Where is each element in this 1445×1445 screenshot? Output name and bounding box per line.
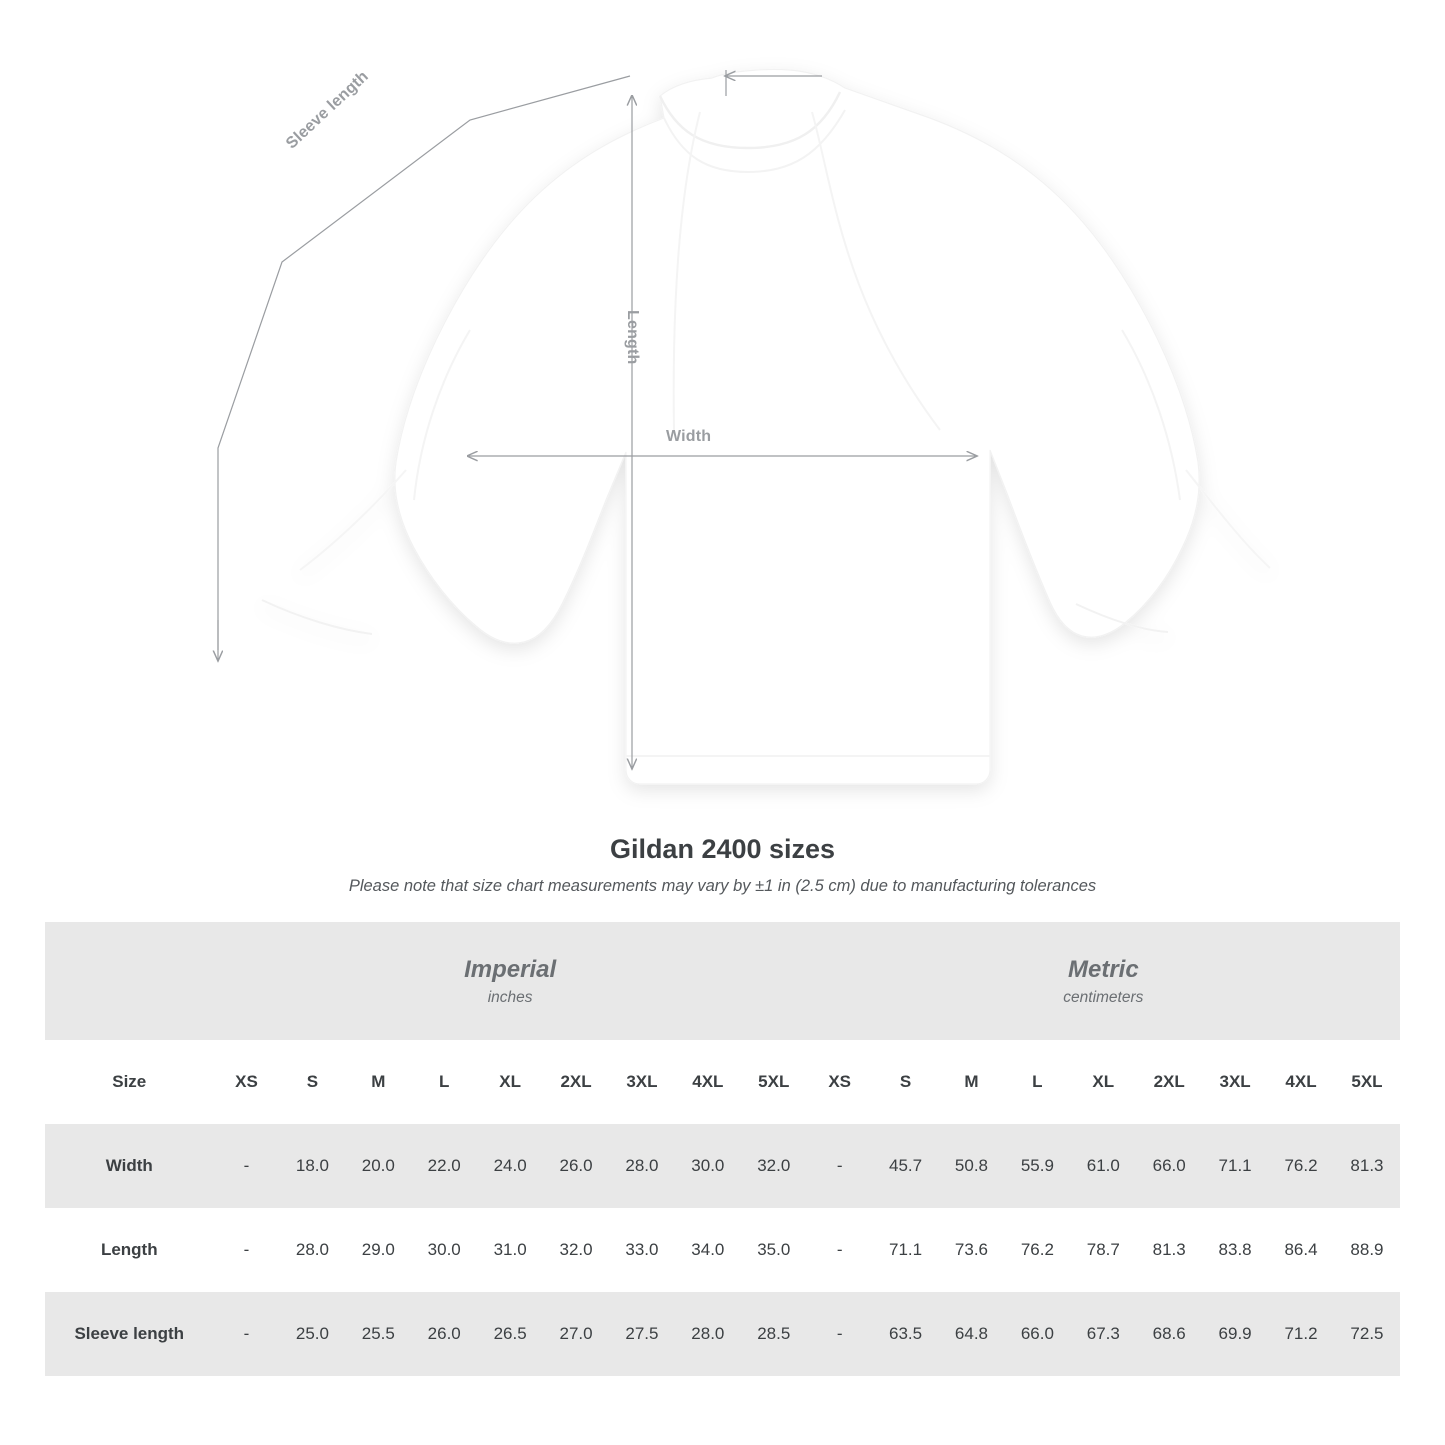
system-metric-unit: centimeters (1063, 989, 1144, 1006)
cell-length-metric-xl: 78.7 (1070, 1208, 1136, 1292)
header-imperial-2xl: 2XL (543, 1040, 609, 1124)
cell-length-imperial-xl: 31.0 (477, 1208, 543, 1292)
cell-length-imperial-l: 30.0 (411, 1208, 477, 1292)
cell-sleeve-metric-3xl: 69.9 (1202, 1292, 1268, 1376)
cell-length-imperial-4xl: 34.0 (675, 1208, 741, 1292)
cell-length-imperial-2xl: 32.0 (543, 1208, 609, 1292)
cell-sleeve-imperial-m: 25.5 (345, 1292, 411, 1376)
header-metric-xl: XL (1070, 1040, 1136, 1124)
header-metric-5xl: 5XL (1334, 1040, 1400, 1124)
cell-sleeve-metric-4xl: 71.2 (1268, 1292, 1334, 1376)
cell-width-imperial-3xl: 28.0 (609, 1124, 675, 1208)
row-label-length: Length (45, 1208, 214, 1292)
cell-width-imperial-xs: - (214, 1124, 280, 1208)
cell-width-metric-xs: - (807, 1124, 873, 1208)
cell-length-metric-l: 76.2 (1004, 1208, 1070, 1292)
cell-width-imperial-xl: 24.0 (477, 1124, 543, 1208)
table-row (45, 1292, 1400, 1376)
cell-length-metric-s: 71.1 (873, 1208, 939, 1292)
cell-width-imperial-4xl: 30.0 (675, 1124, 741, 1208)
cell-sleeve-imperial-s: 25.0 (279, 1292, 345, 1376)
cell-sleeve-imperial-xs: - (214, 1292, 280, 1376)
system-metric (807, 922, 1400, 1040)
cell-sleeve-metric-m: 64.8 (939, 1292, 1005, 1376)
system-header-row (45, 922, 1400, 1040)
cell-sleeve-metric-5xl: 72.5 (1334, 1292, 1400, 1376)
header-imperial-m: M (345, 1040, 411, 1124)
cell-length-imperial-5xl: 35.0 (741, 1208, 807, 1292)
tolerance-note: Please note that size chart measurements may vary by ±1 in (2.5 cm) due to manufacturing tolerances (348, 877, 1097, 895)
system-imperial (214, 922, 807, 1040)
cell-width-imperial-s: 18.0 (279, 1124, 345, 1208)
header-imperial-xl: XL (477, 1040, 543, 1124)
cell-sleeve-imperial-l: 26.0 (411, 1292, 477, 1376)
cell-length-metric-5xl: 88.9 (1334, 1208, 1400, 1292)
header-imperial-s: S (279, 1040, 345, 1124)
cell-sleeve-imperial-5xl: 28.5 (741, 1292, 807, 1376)
cell-length-metric-xs: - (807, 1208, 873, 1292)
cell-width-metric-s: 45.7 (873, 1124, 939, 1208)
cell-sleeve-metric-s: 63.5 (873, 1292, 939, 1376)
cell-width-metric-5xl: 81.3 (1334, 1124, 1400, 1208)
header-metric-4xl: 4XL (1268, 1040, 1334, 1124)
cell-width-imperial-m: 20.0 (345, 1124, 411, 1208)
cell-width-metric-l: 55.9 (1004, 1124, 1070, 1208)
system-imperial-unit: inches (487, 989, 533, 1006)
cell-length-metric-4xl: 86.4 (1268, 1208, 1334, 1292)
sleeve-length-label: Sleeve length (283, 67, 372, 153)
table-row (45, 1124, 1400, 1208)
system-metric-name: Metric (1068, 956, 1139, 983)
cell-sleeve-metric-l: 66.0 (1004, 1292, 1070, 1376)
cell-width-metric-m: 50.8 (939, 1124, 1005, 1208)
cell-width-metric-4xl: 76.2 (1268, 1124, 1334, 1208)
header-imperial-xs: XS (214, 1040, 280, 1124)
cell-length-metric-2xl: 81.3 (1136, 1208, 1202, 1292)
header-metric-2xl: 2XL (1136, 1040, 1202, 1124)
cell-width-metric-xl: 61.0 (1070, 1124, 1136, 1208)
system-imperial-name: Imperial (464, 956, 557, 983)
cell-sleeve-metric-xs: - (807, 1292, 873, 1376)
system-spacer (45, 922, 214, 1040)
row-label-width: Width (45, 1124, 214, 1208)
length-label: Length (624, 310, 641, 365)
cell-length-imperial-s: 28.0 (279, 1208, 345, 1292)
row-label-sleeve-length: Sleeve length (45, 1292, 214, 1376)
header-size: Size (45, 1040, 214, 1124)
cell-sleeve-metric-2xl: 68.6 (1136, 1292, 1202, 1376)
header-metric-l: L (1004, 1040, 1070, 1124)
header-imperial-4xl: 4XL (675, 1040, 741, 1124)
cell-length-imperial-3xl: 33.0 (609, 1208, 675, 1292)
size-header-row (45, 1040, 1400, 1124)
cell-width-metric-3xl: 71.1 (1202, 1124, 1268, 1208)
header-metric-m: M (939, 1040, 1005, 1124)
header-imperial-l: L (411, 1040, 477, 1124)
header-imperial-3xl: 3XL (609, 1040, 675, 1124)
shirt-shape (262, 69, 1270, 784)
title-block (0, 834, 1445, 896)
size-table (45, 922, 1400, 1376)
header-metric-3xl: 3XL (1202, 1040, 1268, 1124)
cell-sleeve-imperial-xl: 26.5 (477, 1292, 543, 1376)
header-imperial-5xl: 5XL (741, 1040, 807, 1124)
header-metric-xs: XS (807, 1040, 873, 1124)
cell-sleeve-imperial-4xl: 28.0 (675, 1292, 741, 1376)
cell-length-metric-3xl: 83.8 (1202, 1208, 1268, 1292)
cell-length-imperial-m: 29.0 (345, 1208, 411, 1292)
width-label: Width (666, 428, 712, 445)
header-metric-s: S (873, 1040, 939, 1124)
table-row (45, 1208, 1400, 1292)
size-table-wrap (0, 922, 1445, 1376)
cell-sleeve-imperial-3xl: 27.5 (609, 1292, 675, 1376)
cell-width-imperial-5xl: 32.0 (741, 1124, 807, 1208)
cell-length-metric-m: 73.6 (939, 1208, 1005, 1292)
page-title: Gildan 2400 sizes (609, 834, 836, 864)
cell-width-metric-2xl: 66.0 (1136, 1124, 1202, 1208)
cell-sleeve-imperial-2xl: 27.0 (543, 1292, 609, 1376)
cell-sleeve-metric-xl: 67.3 (1070, 1292, 1136, 1376)
cell-width-imperial-l: 22.0 (411, 1124, 477, 1208)
cell-width-imperial-2xl: 26.0 (543, 1124, 609, 1208)
cell-length-imperial-xs: - (214, 1208, 280, 1292)
